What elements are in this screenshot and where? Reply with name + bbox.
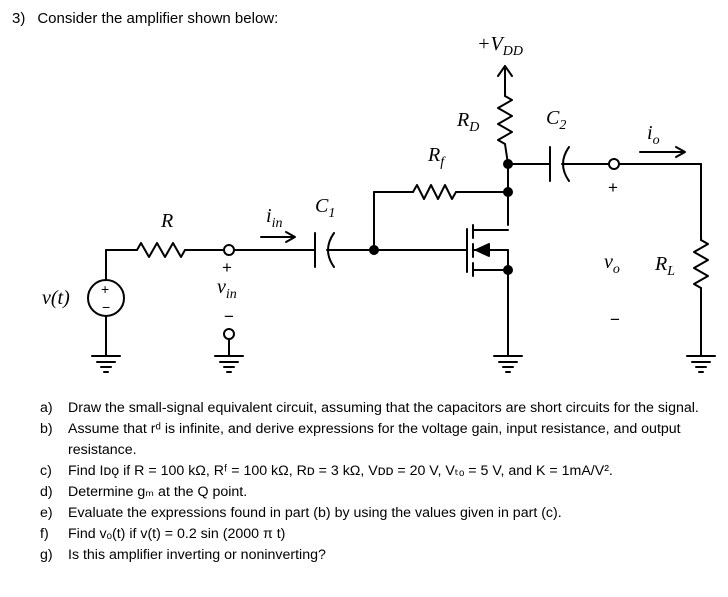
vin-plus-label: + [222,258,232,277]
question-text: Find Iᴅǫ if R = 100 kΩ, Rᶠ = 100 kΩ, Rᴅ = 3 kΩ, Vᴅᴅ = 20 V, Vₜₒ = 5 V, and K = 1mA/V². [68,463,613,479]
question-letter: d) [40,484,53,500]
question-list [40,398,720,566]
resistor-r [137,243,185,257]
c1-label: $C_1$ [315,195,336,221]
rl-label: $R_L$ [655,253,676,279]
vo-terminal [609,159,619,169]
ground-symbol-mosfet [494,356,522,372]
vo-label: $v_o$ [604,251,620,277]
vin-minus-label: − [224,307,234,326]
ground-symbol-vin [215,356,243,372]
nmos-transistor [467,225,508,276]
question-item [40,398,720,419]
question-item [40,503,720,524]
question-letter: a) [40,400,53,416]
problem-statement: Consider the amplifier shown below: [37,10,279,27]
question-item [40,461,720,482]
vin-label: $v_{in}$ [217,276,237,302]
problem-number: 3) [12,10,26,27]
question-letter: e) [40,505,53,521]
rd-label: $R_D$ [457,109,480,135]
vdd-label: $+V_{DD}$ [477,33,523,59]
io-arrow [640,147,685,157]
question-letter: c) [40,463,52,479]
question-text: Assume that rᵈ is infinite, and derive expressions for the voltage gain, input resistance, and output resistance. [68,421,681,458]
question-item [40,419,720,461]
io-label: $i_o$ [647,122,660,148]
question-letter: g) [40,547,53,563]
source-minus-label: − [102,299,111,315]
question-text: Evaluate the expressions found in part (b) by using the values given in part (c). [68,505,562,521]
r-label: R [161,210,174,232]
rf-label: $R_f$ [428,144,445,170]
vin-terminal-top [224,245,234,255]
question-letter: b) [40,421,53,437]
junction-dots [369,159,513,275]
question-text: Draw the small-signal equivalent circuit, assuming that the capacitors are short circuits for the signal. [68,400,699,416]
source-label: v(t) [42,287,70,309]
question-letter: f) [40,526,49,542]
question-item [40,545,720,566]
ground-symbol-source [92,356,120,372]
iin-arrow [261,232,295,242]
resistor-rd [498,96,512,144]
question-item [40,482,720,503]
ground-symbol-load [687,356,715,372]
resistor-rf [413,185,456,199]
c2-label: $C_2$ [546,107,567,133]
vo-plus-label: + [608,178,618,197]
question-text: Is this amplifier inverting or noninverting? [68,547,326,563]
question-text: Determine gₘ at the Q point. [68,484,248,500]
question-text: Find vₒ(t) if v(t) = 0.2 sin (2000 π t) [68,526,286,542]
resistor-rl [694,240,708,288]
question-item [40,524,720,545]
vin-terminal-bottom [224,329,234,339]
iin-label: $i_{in}$ [266,205,283,231]
vo-minus-label: − [610,310,620,329]
source-plus-label: + [101,281,110,297]
